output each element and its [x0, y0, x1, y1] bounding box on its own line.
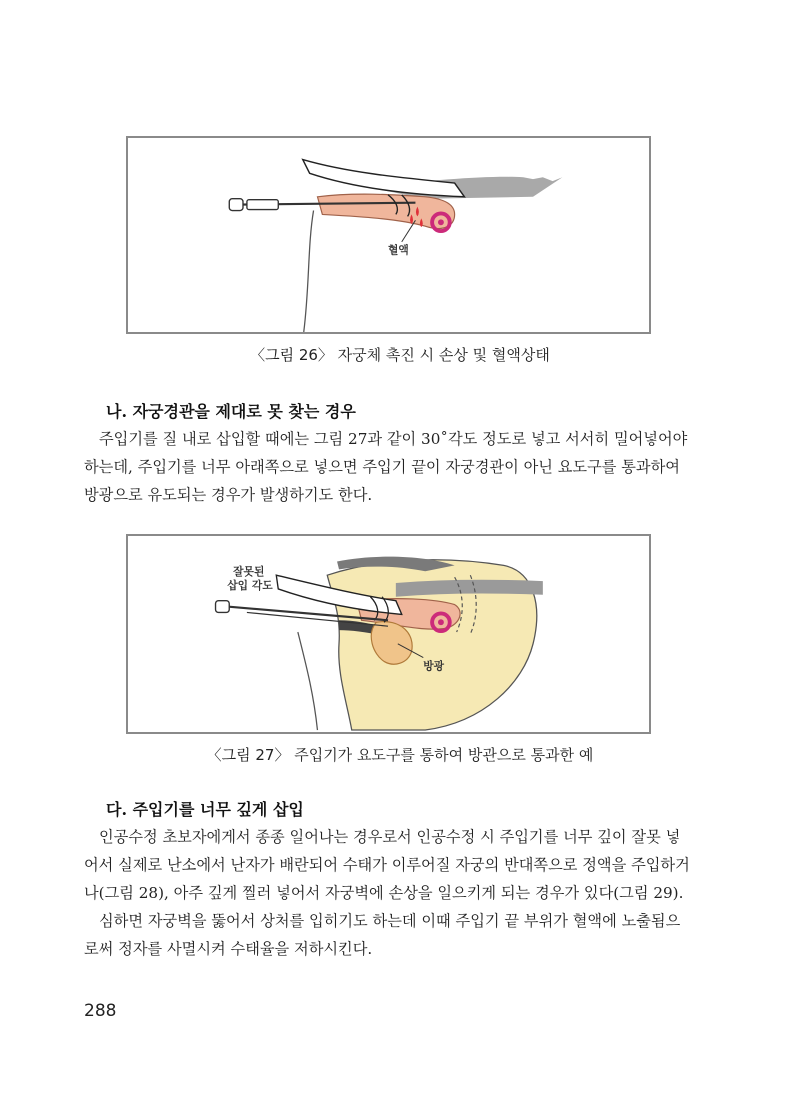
- section-da-paragraph-2: [84, 907, 712, 963]
- rod-plunger: [229, 199, 243, 211]
- section-da-paragraph-1: [84, 823, 712, 907]
- paragraph-line: 나(그림 28), 아주 깊게 찔러 넣어서 자궁벽에 손상을 일으키게 되는 경우가 있다(그림 29).: [84, 884, 684, 902]
- label-wrong-angle-line2: 삽입 각도: [227, 578, 273, 592]
- paragraph-line: 인공수정 초보자에게서 종종 일어나는 경우로서 인공수정 시 주입기를 너무 깊이 잘못 넣: [99, 828, 681, 846]
- paragraph-line: 주입기를 질 내로 삽입할 때에는 그림 27과 같이 30˚각도 정도로 넣고 서서히 밀어넣어야: [99, 430, 688, 448]
- figure-27-illustration: [126, 534, 651, 734]
- figure-27-caption: 〈그림 27〉 주입기가 요도구를 통하여 방관으로 통과한 예: [206, 746, 594, 764]
- body-outline: [298, 632, 318, 730]
- label-bleeding: 혈액: [388, 243, 409, 257]
- paragraph-line: 로써 정자를 사멸시켜 수태율을 저하시킨다.: [84, 940, 373, 958]
- rod-plunger: [216, 601, 230, 613]
- paragraph-line: 하는데, 주입기를 너무 아래쪽으로 넣으면 주입기 끝이 자궁경관이 아닌 요도구를 통과하여: [84, 458, 680, 476]
- paragraph-line: 방광으로 유도되는 경우가 발생하기도 한다.: [84, 486, 373, 504]
- figure-26-caption: 〈그림 26〉 자궁체 촉진 시 손상 및 혈액상태: [250, 346, 550, 364]
- paragraph-line: 어서 실제로 난소에서 난자가 배란되어 수태가 이루어질 자궁의 반대쪽으로 정액을 주입하거: [84, 856, 690, 874]
- operator-arm: [303, 160, 465, 197]
- body-outline: [304, 211, 314, 332]
- figure-26-drawing: [128, 138, 649, 332]
- figure-27-drawing: [128, 536, 649, 732]
- label-leader-line: [402, 220, 416, 242]
- label-wrong-angle-line1: 잘못된: [233, 565, 265, 579]
- paragraph-line: 심하면 자궁벽을 뚫어서 상처를 입히기도 하는데 이때 주입기 끝 부위가 혈액에 노출됨으: [99, 912, 681, 930]
- rod-sheath: [247, 200, 278, 210]
- section-heading-na: 나. 자궁경관을 제대로 못 찾는 경우: [106, 402, 356, 421]
- label-bladder: 방광: [423, 659, 445, 673]
- section-na-paragraph: [84, 425, 712, 509]
- section-heading-da: 다. 주입기를 너무 깊게 삽입: [106, 800, 304, 819]
- figure-26-illustration: [126, 136, 651, 334]
- page-number: 288: [84, 1001, 117, 1021]
